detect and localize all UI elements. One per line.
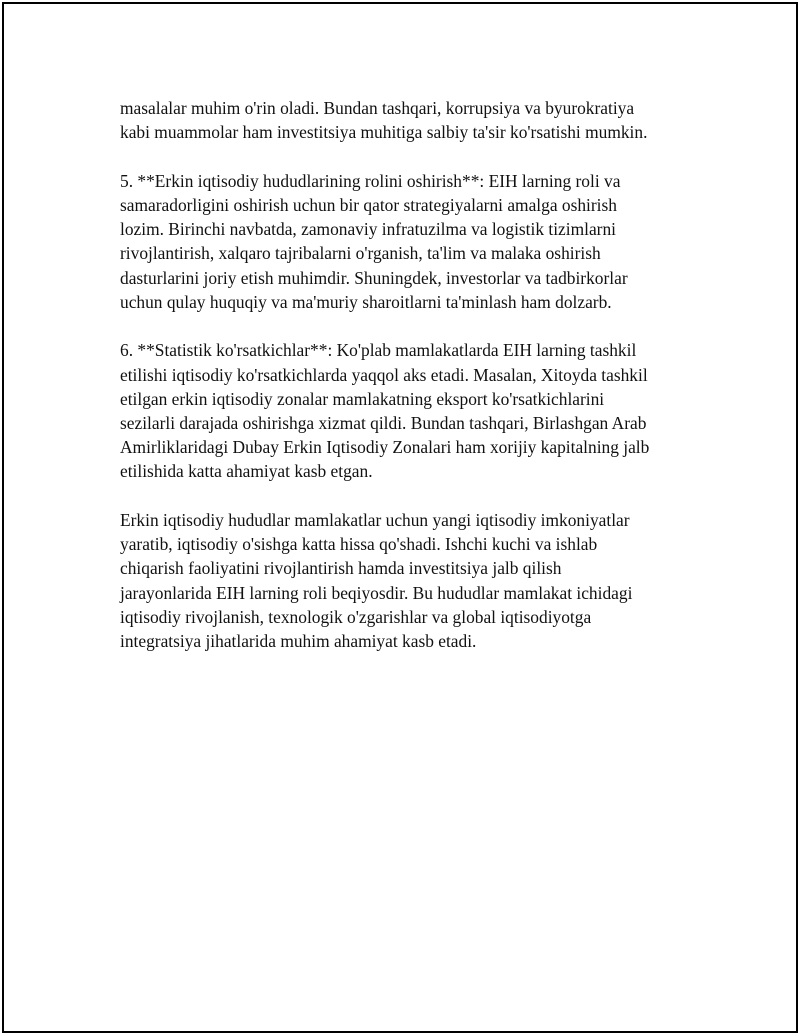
document-body [120, 96, 700, 678]
document-page [2, 2, 798, 1033]
paragraph-2: 5. **Erkin iqtisodiy hududlarining rolini oshirish**: EIH larning roli va samaradorligini oshirish uchun bir qator strategiyalarni amalga oshirish lozim. Birinchi navbatda, zamonaviy infratuzilma va logistik tizimlarni rivojlantirish, xalqaro tajribalarni o'rganish, ta'lim va malaka oshirish dasturlarini joriy etish muhimdir. Shuningdek, investorlar va tadbirkorlar uchun qulay huquqiy va ma'muriy sharoitlarni ta'minlash ham dolzarb. [120, 170, 628, 312]
paragraph-4: Erkin iqtisodiy hududlar mamlakatlar uchun yangi iqtisodiy imkoniyatlar yaratib, iqtisodiy o'sishga katta hissa qo'shadi. Ishchi kuchi va ishlab chiqarish faoliyatini rivojlantirish hamda investitsiya jalb qilish jarayonlarida EIH larning roli beqiyosdir. Bu hududlar mamlakat ichidagi iqtisodiy rivojlanish, texnologik o'zgarishlar va global iqtisodiyotga integratsiya jihatlarida muhim ahamiyat kasb etadi. [120, 510, 633, 652]
paragraph-1: masalalar muhim o'rin oladi. Bundan tashqari, korrupsiya va byurokratiya kabi muammolar ham investitsiya muhitiga salbiy ta'sir ko'rsatishi mumkin. [120, 98, 648, 143]
paragraph-3: 6. **Statistik ko'rsatkichlar**: Ko'plab mamlakatlarda EIH larning tashkil etilishi iqtisodiy ko'rsatkichlarda yaqqol aks etadi. Masalan, Xitoyda tashkil etilgan erkin iqtisodiy zonalar mamlakatning eksport ko'rsatkichlarini sezilarli darajada oshirishga xizmat qildi. Bundan tashqari, Birlashgan Arab Amirliklaridagi Dubay Erkin Iqtisodiy Zonalari ham xorijiy kapitalning jalb etilishida katta ahamiyat kasb etgan. [120, 340, 650, 482]
